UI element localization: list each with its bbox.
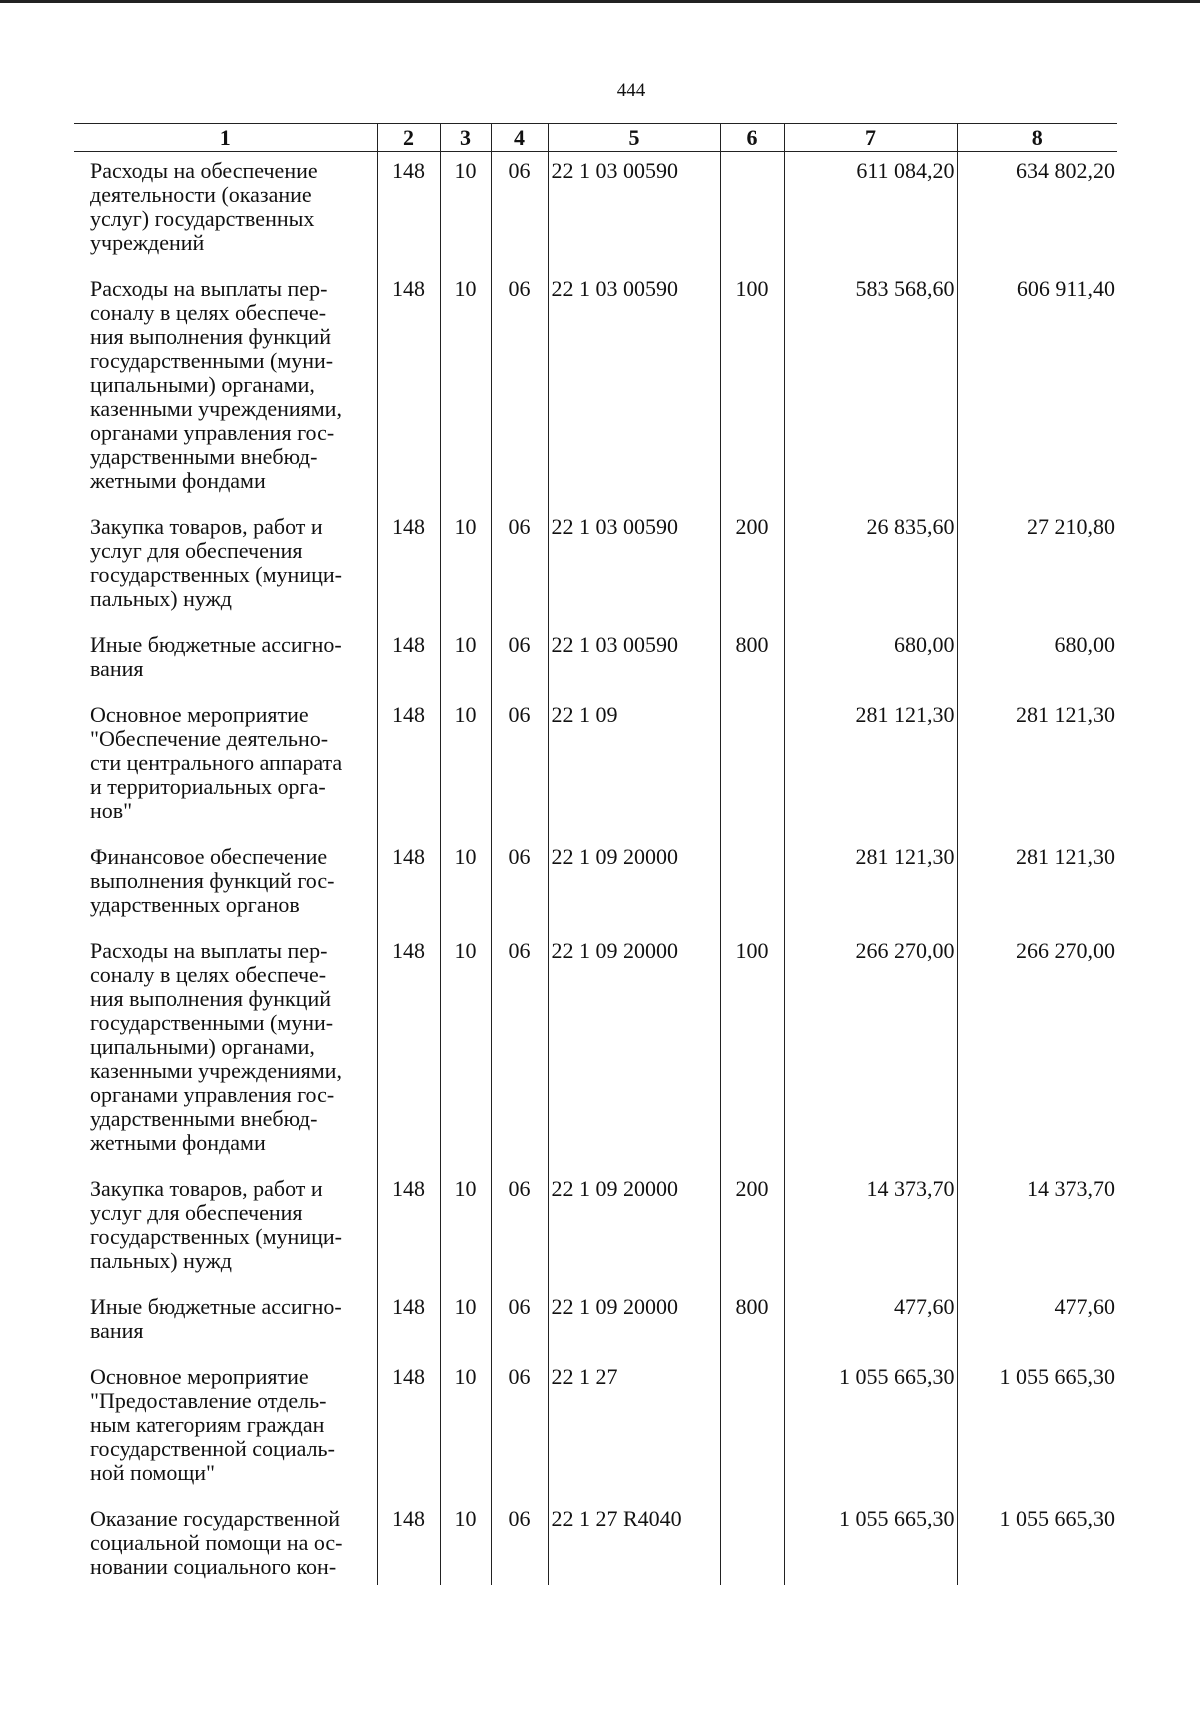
description-line: соналу в целях обеспече-	[90, 962, 327, 987]
cell-expense-type: 200	[720, 1170, 784, 1288]
header-cell: 6	[720, 124, 784, 152]
description-line: соналу в целях обеспече-	[90, 300, 327, 325]
header-cell: 5	[548, 124, 720, 152]
description-line: Основное мероприятие	[90, 1364, 309, 1389]
cell-description	[74, 626, 377, 696]
table-row	[74, 1288, 1117, 1358]
cell-grbs: 148	[377, 626, 440, 696]
cell-expense-type: 800	[720, 1288, 784, 1358]
description-line: ципальными) органами,	[90, 372, 315, 397]
cell-section: 10	[440, 838, 491, 932]
cell-section: 10	[440, 1288, 491, 1358]
table-row	[74, 270, 1117, 508]
header-cell: 8	[957, 124, 1117, 152]
cell-grbs: 148	[377, 1500, 440, 1585]
description-line: ным категориям граждан	[90, 1412, 325, 1437]
cell-target-article: 22 1 09 20000	[548, 1288, 720, 1358]
cell-expense-type: 200	[720, 508, 784, 626]
cell-subsection: 06	[491, 1288, 548, 1358]
cell-amount-year2: 1 055 665,30	[957, 1500, 1117, 1585]
cell-target-article: 22 1 27 R4040	[548, 1500, 720, 1585]
description-line: услуг для обеспечения	[90, 1200, 303, 1225]
header-cell: 1	[74, 124, 377, 152]
cell-grbs: 148	[377, 932, 440, 1170]
description-line: жетными фондами	[90, 468, 266, 493]
table-row	[74, 932, 1117, 1170]
cell-subsection: 06	[491, 1500, 548, 1585]
cell-description	[74, 1500, 377, 1585]
description-line: Расходы на выплаты пер-	[90, 938, 328, 963]
description-line: ударственными внебюд-	[90, 1106, 318, 1131]
header-cell: 3	[440, 124, 491, 152]
description-line: казенными учреждениями,	[90, 1058, 342, 1083]
cell-subsection: 06	[491, 626, 548, 696]
description-line: пальных) нужд	[90, 586, 233, 611]
cell-expense-type: 100	[720, 932, 784, 1170]
cell-amount-year1: 583 568,60	[784, 270, 957, 508]
cell-description	[74, 696, 377, 838]
cell-description	[74, 1358, 377, 1500]
description-line: Оказание государственной	[90, 1506, 341, 1531]
description-line: "Предоставление отдель-	[90, 1388, 327, 1413]
cell-grbs: 148	[377, 1358, 440, 1500]
table-row	[74, 1358, 1117, 1500]
cell-section: 10	[440, 152, 491, 271]
description-line: ния выполнения функций	[90, 986, 331, 1011]
description-line: Финансовое обеспечение	[90, 844, 328, 869]
description-line: органами управления гос-	[90, 1082, 335, 1107]
cell-expense-type: 800	[720, 626, 784, 696]
table-row	[74, 626, 1117, 696]
cell-section: 10	[440, 1170, 491, 1288]
cell-description	[74, 152, 377, 271]
cell-description	[74, 1288, 377, 1358]
description-line: сти центрального аппарата	[90, 750, 343, 775]
cell-subsection: 06	[491, 270, 548, 508]
cell-section: 10	[440, 1358, 491, 1500]
cell-subsection: 06	[491, 932, 548, 1170]
cell-subsection: 06	[491, 152, 548, 271]
cell-expense-type	[720, 1358, 784, 1500]
cell-amount-year2: 680,00	[957, 626, 1117, 696]
cell-section: 10	[440, 508, 491, 626]
cell-target-article: 22 1 03 00590	[548, 270, 720, 508]
cell-expense-type	[720, 696, 784, 838]
header-row	[74, 124, 1117, 152]
description-line: и территориальных орга-	[90, 774, 326, 799]
description-line: государственных (муници-	[90, 562, 342, 587]
cell-amount-year1: 26 835,60	[784, 508, 957, 626]
cell-amount-year1: 266 270,00	[784, 932, 957, 1170]
scan-edge	[0, 0, 1200, 3]
cell-amount-year1: 14 373,70	[784, 1170, 957, 1288]
cell-amount-year2: 281 121,30	[957, 838, 1117, 932]
cell-amount-year2: 477,60	[957, 1288, 1117, 1358]
table-row	[74, 696, 1117, 838]
budget-table	[74, 123, 1117, 1585]
cell-amount-year2: 14 373,70	[957, 1170, 1117, 1288]
description-line: новании социального кон-	[90, 1554, 337, 1579]
cell-grbs: 148	[377, 838, 440, 932]
description-line: государственной социаль-	[90, 1436, 335, 1461]
cell-section: 10	[440, 932, 491, 1170]
description-line: деятельности (оказание	[90, 182, 312, 207]
cell-target-article: 22 1 03 00590	[548, 626, 720, 696]
description-line: ударственными внебюд-	[90, 444, 318, 469]
description-line: вания	[90, 656, 144, 681]
description-line: Закупка товаров, работ и	[90, 514, 323, 539]
description-line: "Обеспечение деятельно-	[90, 726, 329, 751]
description-line: учреждений	[90, 230, 205, 255]
description-line: Закупка товаров, работ и	[90, 1176, 323, 1201]
cell-amount-year2: 27 210,80	[957, 508, 1117, 626]
cell-amount-year1: 1 055 665,30	[784, 1500, 957, 1585]
description-line: выполнения функций гос-	[90, 868, 335, 893]
cell-grbs: 148	[377, 1288, 440, 1358]
cell-target-article: 22 1 27	[548, 1358, 720, 1500]
cell-amount-year2: 281 121,30	[957, 696, 1117, 838]
page-number: 444	[616, 80, 646, 101]
cell-expense-type	[720, 152, 784, 271]
cell-grbs: 148	[377, 1170, 440, 1288]
description-line: ния выполнения функций	[90, 324, 331, 349]
cell-amount-year1: 477,60	[784, 1288, 957, 1358]
cell-subsection: 06	[491, 696, 548, 838]
description-line: вания	[90, 1318, 144, 1343]
header-cell: 7	[784, 124, 957, 152]
cell-grbs: 148	[377, 152, 440, 271]
cell-amount-year2: 606 911,40	[957, 270, 1117, 508]
cell-description	[74, 508, 377, 626]
header-cell: 2	[377, 124, 440, 152]
cell-target-article: 22 1 09	[548, 696, 720, 838]
cell-expense-type	[720, 1500, 784, 1585]
description-line: нов"	[90, 798, 133, 823]
cell-subsection: 06	[491, 1358, 548, 1500]
table-row	[74, 1500, 1117, 1585]
description-line: услуг) государственных	[90, 206, 315, 231]
description-line: Основное мероприятие	[90, 702, 309, 727]
cell-amount-year1: 281 121,30	[784, 696, 957, 838]
cell-amount-year2: 634 802,20	[957, 152, 1117, 271]
table-row	[74, 152, 1117, 271]
description-line: государственными (муни-	[90, 348, 334, 373]
cell-target-article: 22 1 09 20000	[548, 838, 720, 932]
description-line: Расходы на выплаты пер-	[90, 276, 328, 301]
description-line: ципальными) органами,	[90, 1034, 315, 1059]
cell-target-article: 22 1 09 20000	[548, 1170, 720, 1288]
cell-target-article: 22 1 03 00590	[548, 508, 720, 626]
cell-subsection: 06	[491, 1170, 548, 1288]
cell-description	[74, 838, 377, 932]
description-line: Иные бюджетные ассигно-	[90, 1294, 342, 1319]
description-line: Иные бюджетные ассигно-	[90, 632, 342, 657]
description-line: Расходы на обеспечение	[90, 158, 318, 183]
description-line: казенными учреждениями,	[90, 396, 342, 421]
cell-section: 10	[440, 1500, 491, 1585]
cell-grbs: 148	[377, 696, 440, 838]
description-line: социальной помощи на ос-	[90, 1530, 343, 1555]
description-line: органами управления гос-	[90, 420, 335, 445]
table-body	[74, 152, 1117, 1586]
cell-description	[74, 932, 377, 1170]
table-row	[74, 1170, 1117, 1288]
table-row	[74, 508, 1117, 626]
description-line: пальных) нужд	[90, 1248, 233, 1273]
cell-description	[74, 1170, 377, 1288]
cell-expense-type	[720, 838, 784, 932]
cell-amount-year1: 611 084,20	[784, 152, 957, 271]
table-row	[74, 838, 1117, 932]
cell-subsection: 06	[491, 508, 548, 626]
cell-subsection: 06	[491, 838, 548, 932]
cell-target-article: 22 1 03 00590	[548, 152, 720, 271]
cell-description	[74, 270, 377, 508]
description-line: жетными фондами	[90, 1130, 266, 1155]
cell-target-article: 22 1 09 20000	[548, 932, 720, 1170]
cell-amount-year1: 1 055 665,30	[784, 1358, 957, 1500]
cell-section: 10	[440, 626, 491, 696]
description-line: ударственных органов	[90, 892, 300, 917]
description-line: услуг для обеспечения	[90, 538, 303, 563]
cell-grbs: 148	[377, 508, 440, 626]
cell-amount-year2: 266 270,00	[957, 932, 1117, 1170]
description-line: государственных (муници-	[90, 1224, 342, 1249]
cell-section: 10	[440, 270, 491, 508]
cell-expense-type: 100	[720, 270, 784, 508]
header-cell: 4	[491, 124, 548, 152]
description-line: ной помощи"	[90, 1460, 216, 1485]
cell-amount-year2: 1 055 665,30	[957, 1358, 1117, 1500]
cell-grbs: 148	[377, 270, 440, 508]
cell-section: 10	[440, 696, 491, 838]
cell-amount-year1: 281 121,30	[784, 838, 957, 932]
cell-amount-year1: 680,00	[784, 626, 957, 696]
description-line: государственными (муни-	[90, 1010, 334, 1035]
